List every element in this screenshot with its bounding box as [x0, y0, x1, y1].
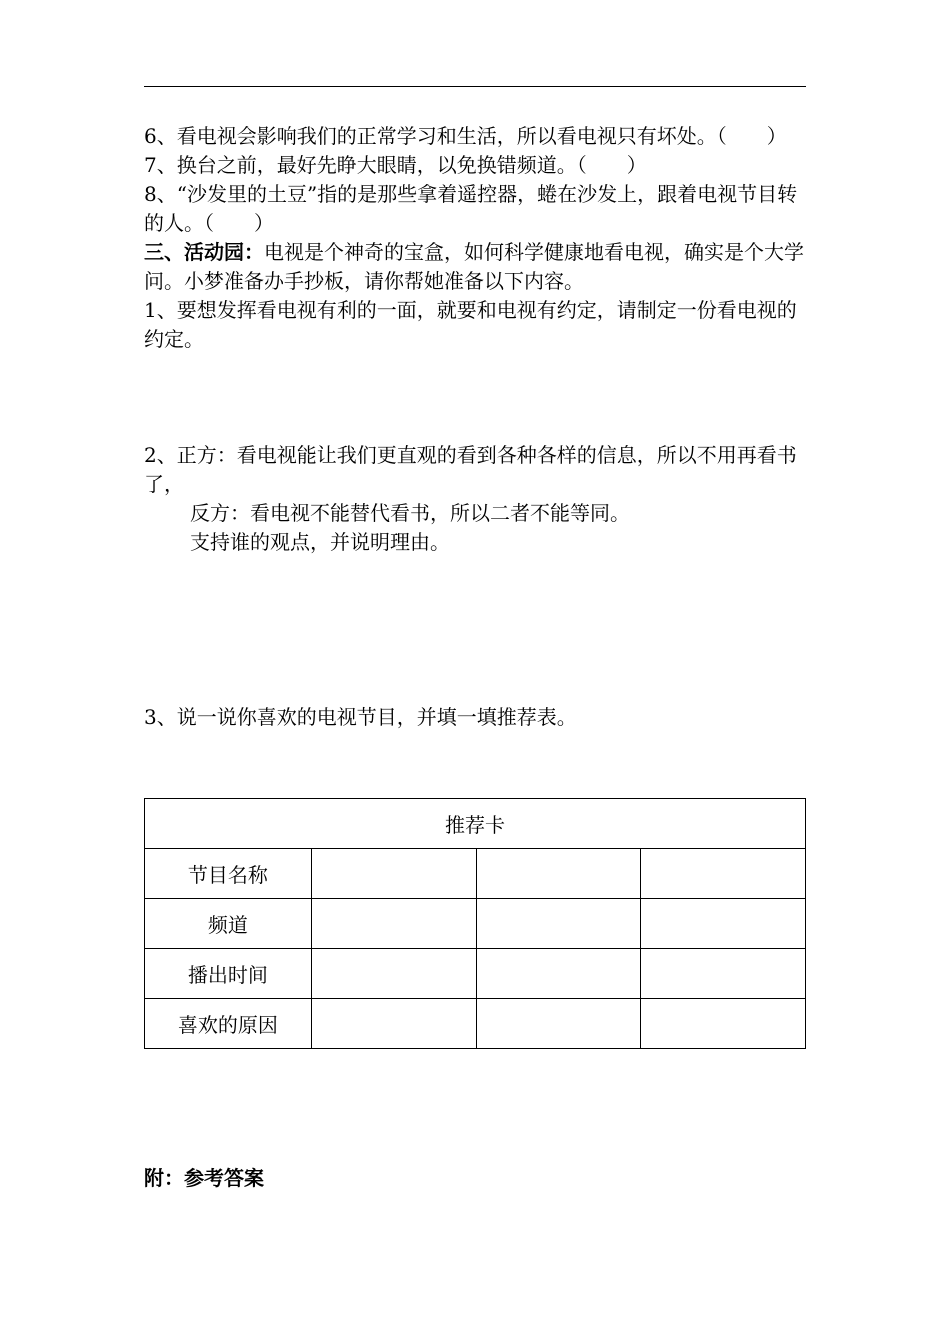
table-cell[interactable] — [311, 899, 476, 949]
row-label-program-name: 节目名称 — [145, 849, 312, 899]
answer-space-1[interactable] — [144, 354, 806, 441]
table-cell[interactable] — [476, 849, 641, 899]
table-header-row — [145, 799, 806, 849]
worksheet-content — [144, 122, 806, 732]
table-cell[interactable] — [641, 849, 806, 899]
question-8: 8、“沙发里的土豆”指的是那些拿着遥控器，蜷在沙发上，跟着电视节目转的人。（ ） — [144, 182, 798, 235]
question-7: 7、换台之前，最好先睁大眼睛，以免换错频道。（ ） — [144, 153, 647, 177]
table-cell[interactable] — [311, 999, 476, 1049]
row-label-air-time: 播出时间 — [145, 949, 312, 999]
task-2-pro: 2、正方：看电视能让我们更直观的看到各种各样的信息，所以不用再看书了， — [144, 443, 797, 496]
section-3-intro-text: 电视是个神奇的宝盒，如何科学健康地看电视，确实是个大学问。小梦准备办手抄板，请你帮她准备以下内容。 — [144, 240, 804, 293]
table-cell[interactable] — [476, 899, 641, 949]
table-cell[interactable] — [641, 949, 806, 999]
task-3: 3、说一说你喜欢的电视节目，并填一填推荐表。 — [144, 705, 577, 729]
header-rule — [144, 86, 806, 87]
recommendation-card — [144, 798, 806, 1049]
table-row — [145, 899, 806, 949]
task-1: 1、要想发挥看电视有利的一面，就要和电视有约定，请制定一份看电视的约定。 — [144, 298, 797, 351]
row-label-reason: 喜欢的原因 — [145, 999, 312, 1049]
table-cell[interactable] — [476, 949, 641, 999]
table-cell[interactable] — [311, 949, 476, 999]
table-row — [145, 999, 806, 1049]
section-3-title: 三、活动园： — [144, 240, 264, 264]
appendix-heading: 附：参考答案 — [144, 1166, 264, 1190]
table-row — [145, 949, 806, 999]
task-2-con: 反方：看电视不能替代看书，所以二者不能等同。 — [190, 501, 630, 525]
recommendation-table — [144, 798, 806, 1049]
table-row — [145, 849, 806, 899]
table-cell[interactable] — [476, 999, 641, 1049]
table-title: 推荐卡 — [145, 799, 806, 849]
row-label-channel: 频道 — [145, 899, 312, 949]
table-cell[interactable] — [311, 849, 476, 899]
task-2-ask: 支持谁的观点，并说明理由。 — [190, 530, 450, 554]
table-cell[interactable] — [641, 899, 806, 949]
answer-space-2[interactable] — [144, 557, 806, 703]
question-6: 6、看电视会影响我们的正常学习和生活，所以看电视只有坏处。（ ） — [144, 124, 787, 148]
table-cell[interactable] — [641, 999, 806, 1049]
section-3-intro — [144, 238, 806, 296]
